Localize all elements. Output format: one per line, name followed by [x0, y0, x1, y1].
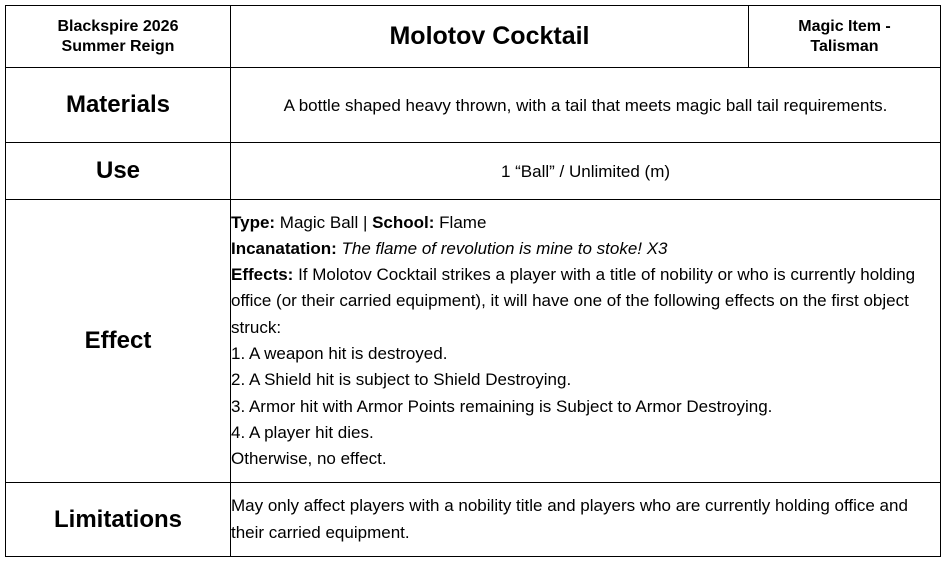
- effect-row: [6, 200, 941, 483]
- event-name: [6, 6, 231, 68]
- incantation-line: [231, 236, 940, 262]
- effects-label: Effects:: [231, 265, 294, 285]
- effect-list-item: 1. A weapon hit is destroyed.: [231, 344, 448, 363]
- type-label: Type:: [231, 212, 276, 232]
- use-row: [6, 143, 941, 200]
- limitations-label: Limitations: [6, 483, 231, 557]
- limitations-text: May only affect players with a nobility title and players who are currently holding office and their carried equipment.: [231, 483, 941, 557]
- event-line-2: Summer Reign: [61, 37, 175, 55]
- type-value: Magic Ball |: [275, 212, 373, 232]
- category-line-1: Magic Item -: [798, 17, 891, 35]
- item-card: [5, 5, 941, 557]
- effect-list-item: 4. A player hit dies.: [231, 422, 374, 442]
- category-line-2: Talisman: [810, 37, 879, 55]
- incantation-label: Incanatation:: [231, 238, 337, 258]
- item-category: [749, 6, 941, 68]
- effect-text: [231, 200, 941, 483]
- materials-row: [6, 68, 941, 143]
- school-label: School:: [372, 212, 435, 232]
- item-title: Molotov Cocktail: [231, 6, 749, 68]
- incantation-value: The flame of revolution is mine to stoke! X3: [336, 238, 668, 258]
- type-line: [231, 210, 940, 236]
- otherwise-line: Otherwise, no effect.: [231, 449, 387, 469]
- effect-label: Effect: [6, 200, 231, 483]
- effects-value: If Molotov Cocktail strikes a player with a title of nobility or who is currently holding office (or their carried equipment), it will have one of the following effects on the first object struck:: [231, 265, 916, 337]
- materials-label: Materials: [6, 68, 231, 143]
- header-row: [6, 6, 941, 68]
- effect-list-item: 2. A Shield hit is subject to Shield Destroying.: [231, 370, 572, 390]
- use-label: Use: [6, 143, 231, 200]
- effect-list-item: 3. Armor hit with Armor Points remaining is Subject to Armor Destroying.: [231, 396, 773, 416]
- effects-paragraph: [231, 262, 940, 341]
- event-line-1: Blackspire 2026: [57, 17, 179, 35]
- materials-text: A bottle shaped heavy thrown, with a tail that meets magic ball tail requirements.: [231, 68, 941, 143]
- use-text: 1 “Ball” / Unlimited (m): [231, 143, 941, 200]
- limitations-row: [6, 483, 941, 557]
- school-value: Flame: [434, 212, 487, 232]
